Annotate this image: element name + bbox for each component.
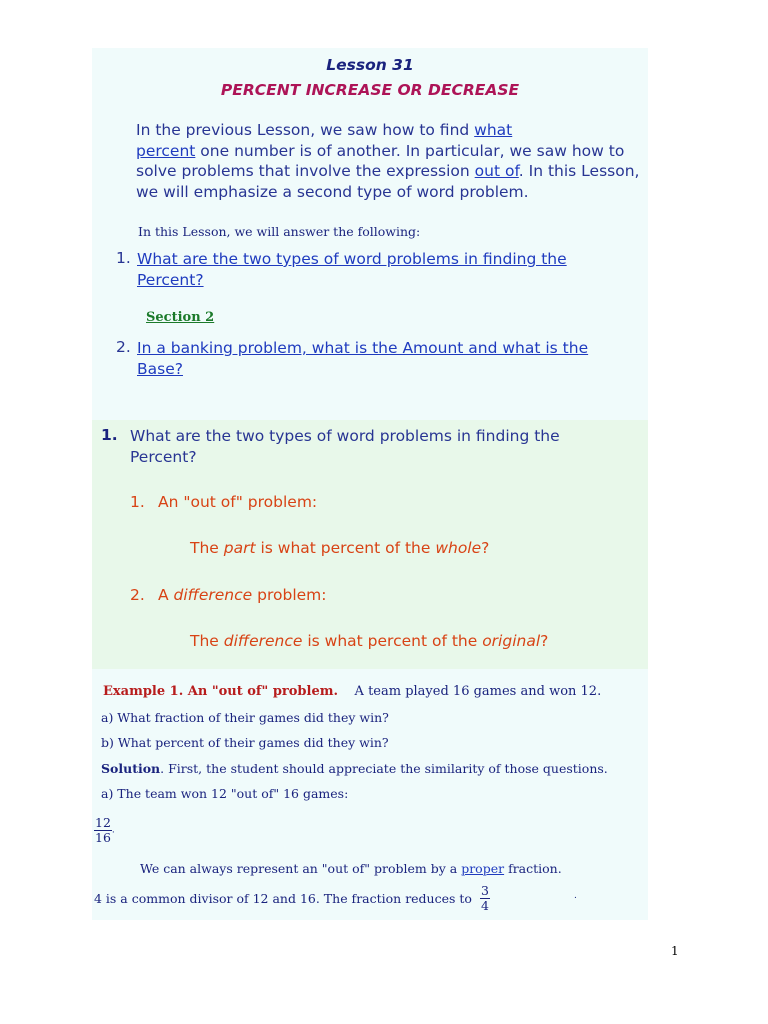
lesson-subtitle: PERCENT INCREASE OR DECREASE [220,81,520,99]
fraction-3-4: $\frac{3}{4}$ [480,883,489,913]
toc-number-2: 2. [116,338,131,356]
fraction-12-16: $\frac{12}{16}$ . [95,815,115,845]
example-1-line [103,684,601,699]
answer-following-text: In this Lesson, we will answer the following: [138,224,421,239]
part-a-text: a) The team won 12 "out of" 16 games: [101,786,349,801]
divisor-line: 4 is a common divisor of 12 and 16. The fraction reduces to $\frac{3}{4}$ [94,883,489,913]
item2-text: A difference problem: [158,586,327,604]
what-percent-link[interactable]: what percent [136,121,513,160]
end-dot: . [574,891,577,901]
types-section-number: 1. [101,426,118,444]
proper-link[interactable]: proper [461,861,505,876]
example-1-heading: Example 1. An "out of" problem. [103,684,339,699]
question-b: b) What percent of their games did they win? [101,735,389,750]
page-number: 1 [671,944,679,958]
intro-paragraph: In the previous Lesson, we saw how to find what percent one number is of another. In particular, we saw how to solve problems that involve the expression out of. In this Lesson, we will emphasize a second type of word problem. [136,121,640,201]
types-section [92,420,648,669]
solution-label: Solution [101,761,161,776]
item1-description: The part is what percent of the whole? [190,539,490,557]
toc-link-1[interactable]: What are the two types of word problems in finding the Percent? [137,250,567,289]
types-section-question: What are the two types of word problems in finding the Percent? [130,427,560,466]
solution-line: Solution. First, the student should appreciate the similarity of those questions. [101,761,608,776]
section-2-link[interactable]: Section 2 [146,310,215,325]
item1-number: 1. [130,493,145,511]
toc-number-1: 1. [116,249,131,267]
lesson-title: Lesson 31 [326,56,414,74]
item1-text: An "out of" problem: [158,493,318,511]
item2-description: The difference is what percent of the original? [190,632,549,650]
toc-link-2[interactable]: In a banking problem, what is the Amount and what is the Base? [137,339,589,378]
intro-panel [92,48,648,420]
question-a: a) What fraction of their games did they win? [101,710,389,725]
item2-number: 2. [130,586,145,604]
out-of-link[interactable]: out of [474,162,519,180]
example-1-statement: A team played 16 games and won 12. [354,684,602,699]
example-section [92,669,648,920]
represent-sentence: We can always represent an "out of" problem by a proper fraction. [140,861,562,876]
